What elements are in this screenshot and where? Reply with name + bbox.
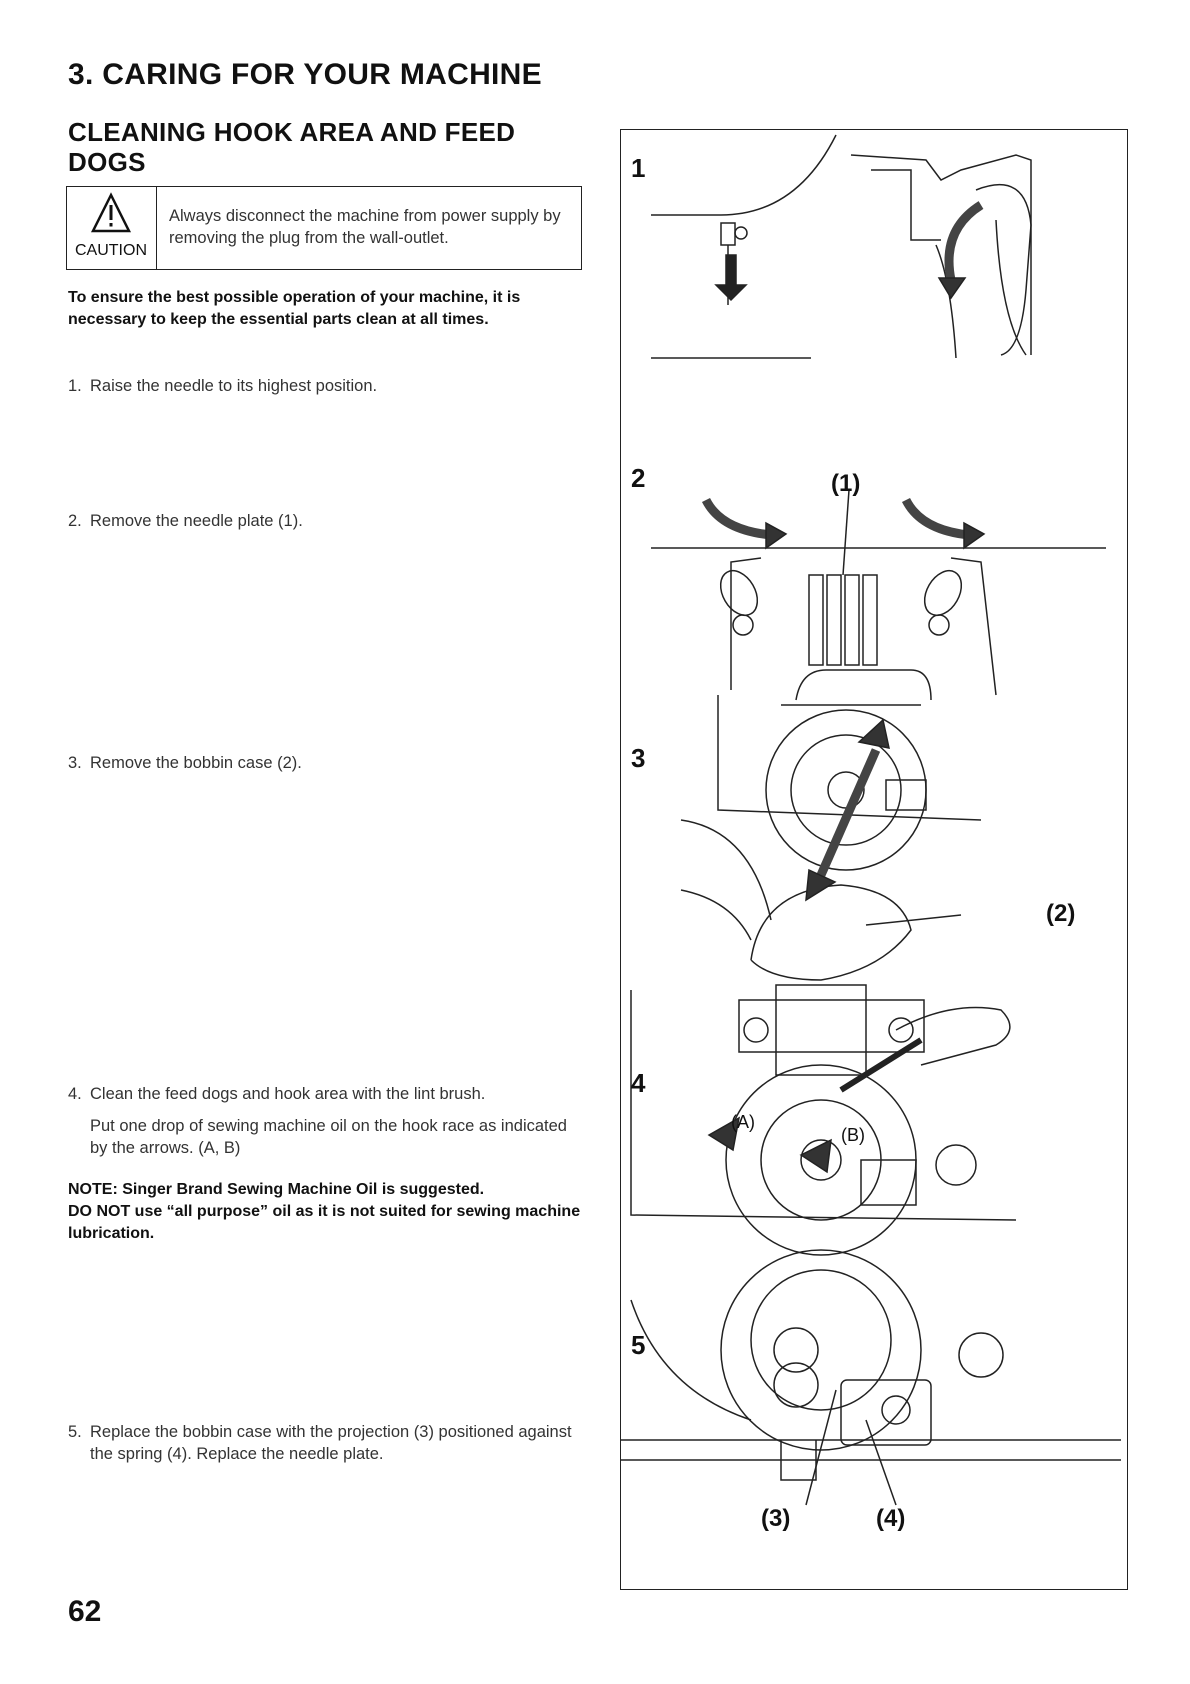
caution-text: Always disconnect the machine from power supply by removing the plug from the wall-outlet. xyxy=(169,207,561,247)
figure-number: 1 xyxy=(631,153,646,183)
step-number: 2. xyxy=(68,512,82,530)
fig4-cleaning xyxy=(631,985,1016,1255)
caution-label-cell xyxy=(67,187,157,269)
callout-spring: (4) xyxy=(876,1505,906,1532)
figure-number: 3 xyxy=(631,743,646,773)
step-1 xyxy=(68,375,588,397)
step-text: Remove the needle plate (1). xyxy=(90,512,303,530)
step-text: Remove the bobbin case (2). xyxy=(90,754,302,772)
step-2 xyxy=(68,510,588,532)
fig1-machine-head xyxy=(651,135,1031,358)
step-4-extra: Put one drop of sewing machine oil on the hook race as indicated by the arrows. (A, B) xyxy=(90,1117,567,1157)
step-text: Clean the feed dogs and hook area with the lint brush. xyxy=(90,1085,486,1103)
fig1-arrows xyxy=(716,205,981,300)
callout-needle-plate: (1) xyxy=(831,470,861,497)
step-3 xyxy=(68,752,588,774)
step-4 xyxy=(68,1083,588,1159)
page-title: 3. CARING FOR YOUR MACHINE xyxy=(68,58,542,91)
illustration-panel xyxy=(620,129,1128,1590)
step-number: 3. xyxy=(68,754,82,772)
figure-number: 5 xyxy=(631,1330,646,1360)
caution-box xyxy=(66,186,582,270)
step-number: 1. xyxy=(68,377,82,395)
warning-triangle-icon xyxy=(67,187,155,243)
fig2-needle-plate xyxy=(651,490,1106,700)
callout-projection: (3) xyxy=(761,1505,791,1532)
page-number: 62 xyxy=(68,1595,102,1628)
note xyxy=(68,1179,588,1245)
callout-a: (A) xyxy=(731,1112,755,1132)
caution-label: CAUTION xyxy=(75,242,147,259)
step-text: Replace the bobbin case with the projection (3) positioned against the spring (4). Replace the needle plate. xyxy=(90,1423,572,1463)
figure-number: 4 xyxy=(631,1068,646,1098)
fig3-bobbin-removal xyxy=(681,695,981,980)
intro-text: To ensure the best possible operation of your machine, it is necessary to keep the essential parts clean at all times. xyxy=(68,289,521,328)
callout-bobbin-case: (2) xyxy=(1046,900,1076,927)
callout-b: (B) xyxy=(841,1125,865,1145)
note-line-2: DO NOT use “all purpose” oil as it is not suited for sewing machine lubrication. xyxy=(68,1203,581,1242)
figure-number: 2 xyxy=(631,463,646,493)
section-title: CLEANING HOOK AREA AND FEED DOGS xyxy=(68,117,516,177)
step-5 xyxy=(68,1421,588,1465)
note-line-1: NOTE: Singer Brand Sewing Machine Oil is suggested. xyxy=(68,1181,485,1198)
step-number: 4. xyxy=(68,1085,82,1103)
fig5-replace xyxy=(621,1250,1121,1505)
illustration-drawings xyxy=(621,130,1129,1591)
step-number: 5. xyxy=(68,1423,82,1441)
step-text: Raise the needle to its highest position. xyxy=(90,377,378,395)
